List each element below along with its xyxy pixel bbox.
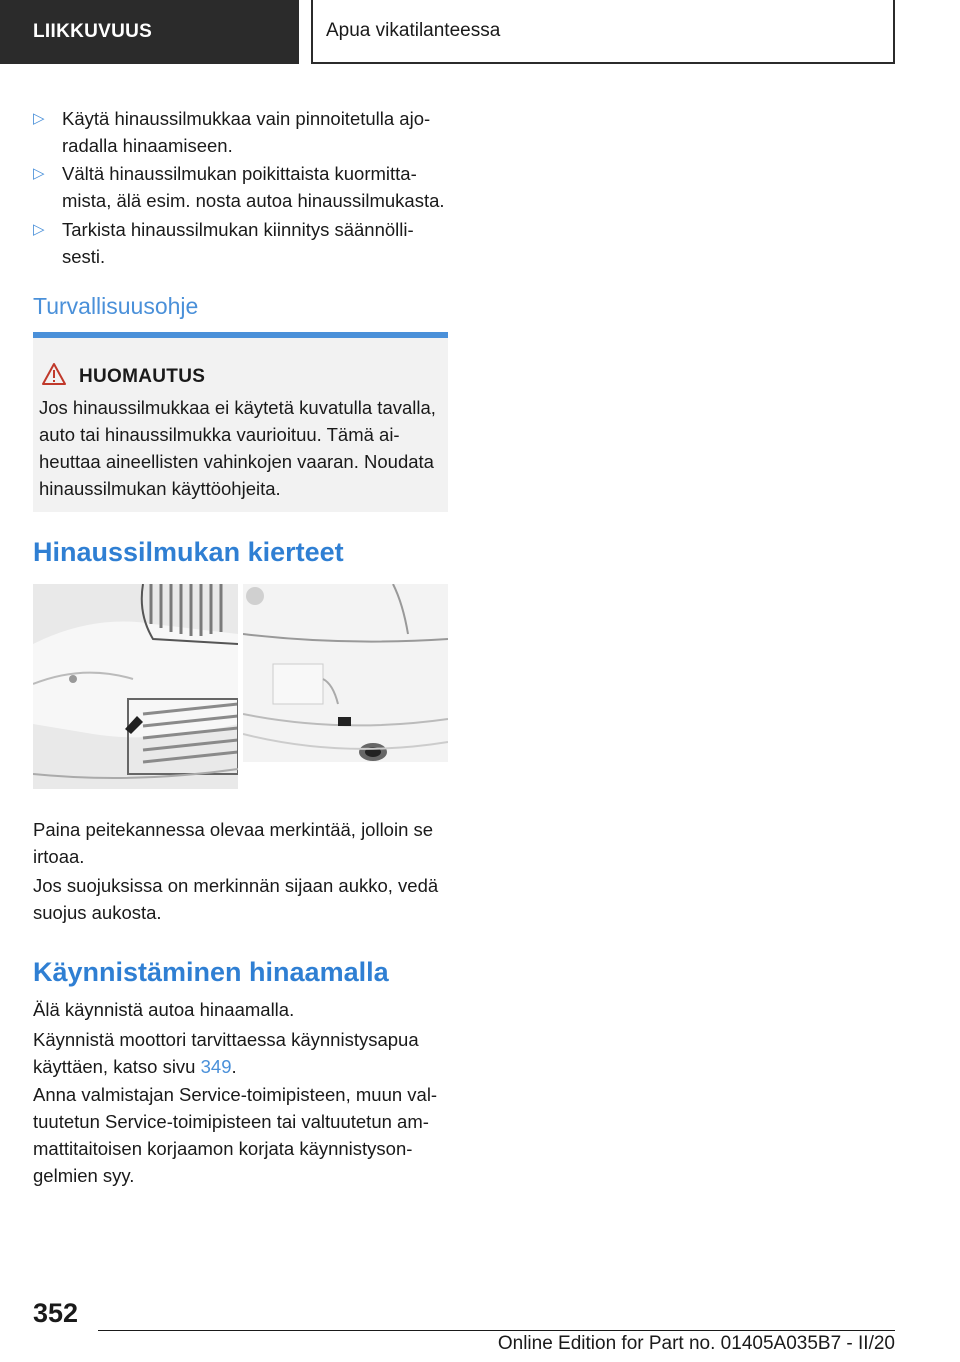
- safety-heading: Turvallisuusohje: [33, 293, 199, 319]
- chapter-label: Apua vikatilanteessa: [326, 20, 501, 41]
- rear-bumper-image: [243, 584, 448, 762]
- bullet-triangle-icon: ▷: [33, 110, 45, 127]
- front-bumper-image: [33, 584, 238, 789]
- page-number: 352: [33, 1298, 79, 1328]
- warning-body: Jos hinaussilmukkaa ei käytetä kuvatulla tavalla, auto tai hinaussilmukka vaurioituu. Tämä ai-heuttaa aineellisten vahinkojen vaaran. Noudata hinaussilmukan käyttöohjeita.: [39, 397, 436, 499]
- list-item: [33, 105, 448, 159]
- paragraph: Älä käynnistä autoa hinaamalla.: [33, 999, 295, 1020]
- list-item-text: Vältä hinaussilmukan poikittaista kuormitta-mista, älä esim. nosta autoa hinaussilmukasta.: [62, 163, 445, 211]
- paragraph: Anna valmistajan Service-toimipisteen, muun val-tuutetun Service-toimipisteen tai valtuutetun am-mattitaitoisen korjaamon korjata käynnistyson-gelmien syy.: [33, 1084, 438, 1186]
- list-item-text: Käytä hinaussilmukkaa vain pinnoitetulla ajo-radalla hinaamiseen.: [62, 108, 431, 156]
- footer-edition: Online Edition for Part no. 01405A035B7 - II/20: [497, 1333, 895, 1354]
- paragraph: Paina peitekannessa olevaa merkintää, jolloin se irtoaa.: [33, 819, 434, 867]
- chapter-tab: [311, 0, 895, 64]
- paragraph-text: .: [231, 1056, 237, 1077]
- warning-title: HUOMAUTUS: [79, 366, 206, 387]
- footer-rule: [98, 1330, 895, 1331]
- page-reference-link[interactable]: 349: [200, 1056, 232, 1077]
- list-item: [33, 216, 448, 270]
- section-tab: [0, 0, 299, 64]
- start-heading: Käynnistäminen hinaamalla: [33, 957, 389, 987]
- section-label: LIIKKUVUUS: [33, 21, 153, 42]
- list-item-text: Tarkista hinaussilmukan kiinnitys säännölli-sesti.: [62, 219, 414, 267]
- threads-heading: Hinaussilmukan kierteet: [33, 537, 344, 567]
- paragraph-text: Käynnistä moottori tarvittaessa käynnistysapua käyttäen, katso sivu: [33, 1029, 419, 1077]
- warning-box: [33, 332, 448, 512]
- warning-triangle-icon: [41, 362, 67, 391]
- paragraph: Jos suojuksissa on merkinnän sijaan aukko, vedä suojus aukosta.: [33, 875, 439, 923]
- list-item: [33, 160, 448, 214]
- bullet-triangle-icon: ▷: [33, 221, 45, 238]
- paragraph: [33, 1026, 453, 1080]
- bullet-triangle-icon: ▷: [33, 165, 45, 182]
